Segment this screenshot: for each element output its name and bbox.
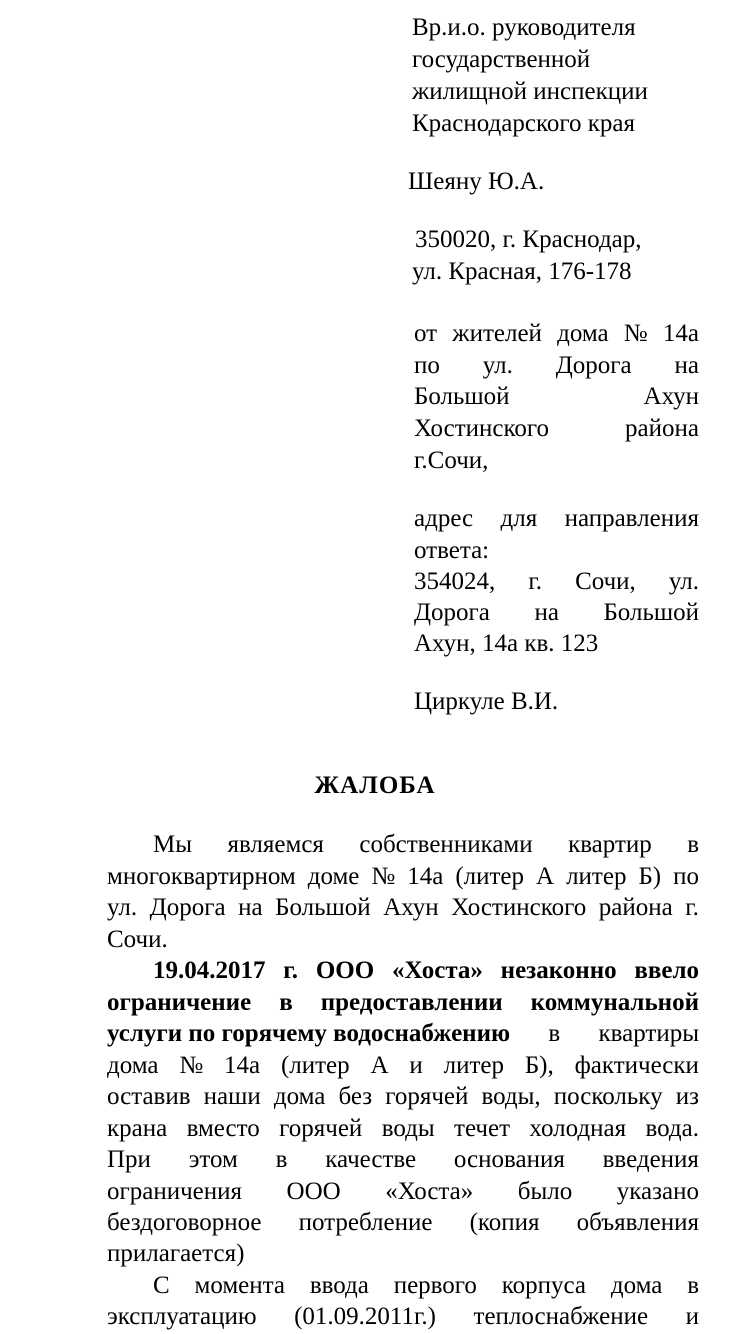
word: в xyxy=(279,989,293,1016)
word: (копия xyxy=(469,1209,540,1236)
word: воды, xyxy=(481,1083,541,1110)
word: А xyxy=(536,863,555,890)
word: ООО xyxy=(315,957,375,984)
word: 354024, xyxy=(414,568,496,595)
word: качестве xyxy=(325,1146,417,1173)
word: квартир xyxy=(568,831,652,858)
word: дома xyxy=(610,1272,663,1299)
word: собственниками xyxy=(359,831,533,858)
word: без xyxy=(338,1083,373,1110)
sender-line: г.Сочи, xyxy=(414,447,489,474)
text-line xyxy=(153,955,699,987)
word: корпуса xyxy=(501,1272,587,1299)
word: ул. xyxy=(482,352,513,379)
text-line xyxy=(107,1113,699,1145)
text-line xyxy=(107,1144,699,1176)
reply-line xyxy=(414,503,699,535)
text-line xyxy=(153,1270,699,1302)
word: первого xyxy=(393,1272,477,1299)
word: направления xyxy=(564,505,699,532)
word: района xyxy=(625,415,699,442)
word: С xyxy=(153,1272,170,1299)
word: поскольку xyxy=(553,1083,663,1110)
word: Дорога xyxy=(414,599,490,626)
recipient-address-line: ул. Красная, 176-178 xyxy=(412,258,632,285)
word: 14а xyxy=(662,320,699,347)
word: вместо xyxy=(186,1115,260,1142)
word: литер xyxy=(566,863,627,890)
word: и xyxy=(685,1303,699,1330)
word: по xyxy=(414,352,440,379)
text-line: прилагается) xyxy=(107,1240,245,1267)
word: горячей xyxy=(279,1115,363,1142)
word: теплоснабжение xyxy=(473,1303,649,1330)
word: адрес xyxy=(414,505,474,532)
word: (литер xyxy=(455,863,525,890)
word: Б) xyxy=(638,863,662,890)
word: бездоговорное xyxy=(107,1209,262,1236)
word: дома xyxy=(273,1083,326,1110)
word: в xyxy=(548,1020,561,1047)
word: Сочи, xyxy=(575,568,636,595)
word: А xyxy=(370,1052,389,1079)
text-line xyxy=(107,892,699,924)
word: объявления xyxy=(576,1209,699,1236)
word: дома xyxy=(557,320,609,347)
word: Ахун xyxy=(643,383,699,410)
recipient-address-line: 350020, г. Краснодар, xyxy=(415,226,642,253)
word: основания xyxy=(453,1146,565,1173)
word: При xyxy=(107,1146,151,1173)
word: на xyxy=(674,352,699,379)
word: ограничения xyxy=(107,1178,243,1205)
word: момента xyxy=(194,1272,285,1299)
text-line xyxy=(153,829,699,861)
text-line xyxy=(107,1050,699,1082)
word: ввода xyxy=(309,1272,369,1299)
text-line: Сочи. xyxy=(107,926,168,953)
word: 14а xyxy=(407,863,444,890)
recipient-position-line: Вр.и.о. руководителя xyxy=(412,14,636,41)
word: оставив xyxy=(107,1083,191,1110)
word: «Хоста» xyxy=(385,1178,474,1205)
reply-line: ответа: xyxy=(414,537,490,564)
word: ул. xyxy=(668,568,699,595)
text-line xyxy=(107,1176,699,1208)
reply-line xyxy=(414,597,699,629)
sender-line xyxy=(414,350,699,382)
word: в xyxy=(275,1146,288,1173)
word: Большой xyxy=(414,383,510,410)
word: 19.04.2017 xyxy=(153,957,266,984)
word: наши xyxy=(203,1083,261,1110)
word: этом xyxy=(188,1146,238,1173)
word: ввело xyxy=(634,957,699,984)
sender-line xyxy=(414,413,699,445)
word: Большой xyxy=(275,894,371,921)
signer-name: Циркуле В.И. xyxy=(414,688,559,715)
word: из xyxy=(675,1083,699,1110)
word: г. xyxy=(685,894,699,921)
word: Ахун xyxy=(383,894,439,921)
word: на xyxy=(534,599,559,626)
word: было xyxy=(517,1178,573,1205)
word: ограничение xyxy=(107,989,252,1016)
word: № xyxy=(623,320,648,347)
word: многоквартирном xyxy=(107,863,296,890)
word: холодная xyxy=(529,1115,627,1142)
word: по xyxy=(673,863,699,890)
word: являемся xyxy=(227,831,324,858)
word: в xyxy=(687,1272,699,1299)
word: на xyxy=(238,894,263,921)
sender-line xyxy=(414,381,699,413)
word: Дорога xyxy=(149,894,226,921)
recipient-name: Шеяну Ю.А. xyxy=(408,168,545,195)
word: «Хоста» xyxy=(391,957,483,984)
word: № xyxy=(371,863,396,890)
word: предоставлении xyxy=(320,989,503,1016)
text-line xyxy=(107,1207,699,1239)
word: жителей xyxy=(452,320,542,347)
document-title: ЖАЛОБА xyxy=(314,772,436,799)
recipient-position-line: жилищной инспекции xyxy=(412,78,648,105)
word: дома xyxy=(107,1052,159,1079)
word: (01.09.2011г.) xyxy=(294,1303,437,1330)
word: Б), xyxy=(524,1052,554,1079)
bold-phrase: услуги по горячему водоснабжению xyxy=(107,1020,511,1047)
word: № xyxy=(179,1052,204,1079)
reply-line: Ахун, 14а кв. 123 xyxy=(414,630,599,657)
word: Дорога xyxy=(555,352,632,379)
word: ООО xyxy=(286,1178,341,1205)
reply-line xyxy=(414,566,699,598)
word: коммунальной xyxy=(530,989,699,1016)
text-line xyxy=(107,1018,699,1050)
word: потребление xyxy=(298,1209,433,1236)
word: и xyxy=(409,1052,423,1079)
word: квартиры xyxy=(598,1020,699,1047)
word: незаконно xyxy=(500,957,617,984)
word: Большой xyxy=(603,599,699,626)
text-line xyxy=(107,987,699,1019)
recipient-position-line: Краснодарского края xyxy=(412,110,635,137)
text-line xyxy=(107,1301,699,1333)
word: течет xyxy=(454,1115,511,1142)
word: для xyxy=(500,505,538,532)
text-line xyxy=(107,861,699,893)
word: воды xyxy=(381,1115,435,1142)
word: указано xyxy=(616,1178,699,1205)
word: доме xyxy=(307,863,360,890)
word: Хостинского xyxy=(414,415,549,442)
recipient-position-line: государственной xyxy=(412,46,591,73)
word: г. xyxy=(283,957,299,984)
word: фактически xyxy=(574,1052,699,1079)
word: эксплуатацию xyxy=(107,1303,257,1330)
word: литер xyxy=(443,1052,504,1079)
word: вода. xyxy=(645,1115,699,1142)
word: ул. xyxy=(107,894,138,921)
word: крана xyxy=(107,1115,168,1142)
word: Хостинского xyxy=(451,894,587,921)
word: Мы xyxy=(153,831,193,858)
word: введения xyxy=(602,1146,699,1173)
word: района xyxy=(598,894,673,921)
word: в xyxy=(687,831,699,858)
sender-line xyxy=(414,318,699,350)
word: 14а xyxy=(224,1052,261,1079)
word: г. xyxy=(528,568,542,595)
text-line xyxy=(107,1081,699,1113)
word: горячей xyxy=(385,1083,469,1110)
word: от xyxy=(414,320,438,347)
word: (литер xyxy=(280,1052,350,1079)
